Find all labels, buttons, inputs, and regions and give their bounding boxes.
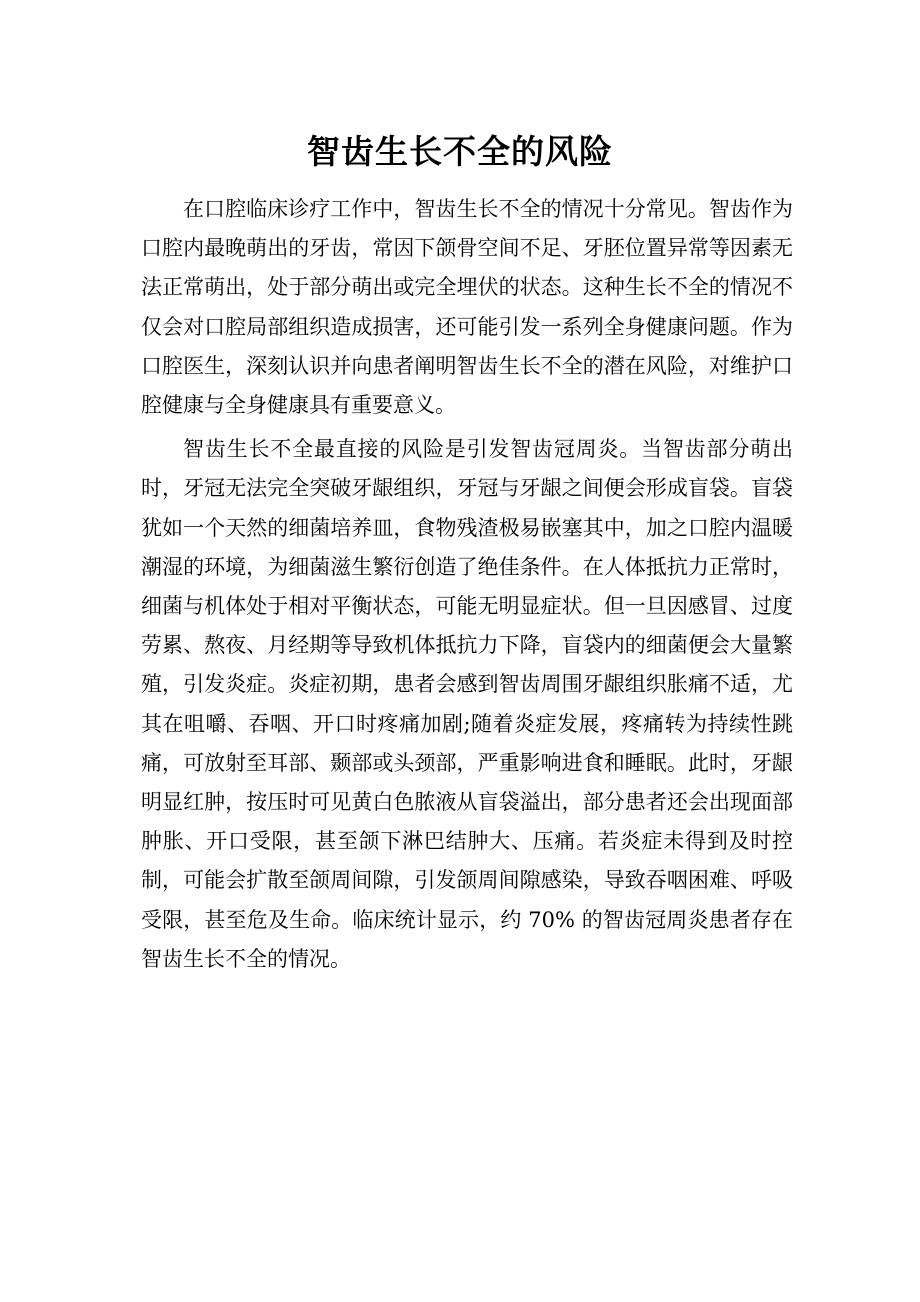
document-title: 智齿生长不全的风险 <box>307 132 613 171</box>
paragraph-intro: 在口腔临床诊疗工作中，智齿生长不全的情况十分常见。智齿作为口腔内最晚萌出的牙齿，常因下颌骨空间不足、牙胚位置异常等因素无法正常萌出，处于部分萌出或完全埋伏的状态。这种生长不全的情况不仅会对口腔局部组织造成损害，还可能引发一系列全身健康问题。作为口腔医生，深刻认识并向患者阐明智齿生长不全的潜在风险，对维护口腔健康与全身健康具有重要意义。 <box>141 197 793 418</box>
document-body <box>141 190 793 979</box>
paragraph-pericoronitis: 智齿生长不全最直接的风险是引发智齿冠周炎。当智齿部分萌出时，牙冠无法完全突破牙龈组织，牙冠与牙龈之间便会形成盲袋。盲袋犹如一个天然的细菌培养皿，食物残渣极易嵌塞其中，加之口腔内温暖潮湿的环境，为细菌滋生繁衍创造了绝佳条件。在人体抵抗力正常时，细菌与机体处于相对平衡状态，可能无明显症状。但一旦因感冒、过度劳累、熬夜、月经期等导致机体抵抗力下降，盲袋内的细菌便会大量繁殖，引发炎症。炎症初期，患者会感到智齿周围牙龈组织胀痛不适，尤其在咀嚼、吞咽、开口时疼痛加剧;随着炎症发展，疼痛转为持续性跳痛，可放射至耳部、颞部或头颈部，严重影响进食和睡眠。此时，牙龈明显红肿，按压时可见黄白色脓液从盲袋溢出，部分患者还会出现面部肿胀、开口受限，甚至颌下淋巴结肿大、压痛。若炎症未得到及时控制，可能会扩散至颌周间隙，引发颌周间隙感染，导致吞咽困难、呼吸受限，甚至危及生命。临床统计显示，约 70% 的智齿冠周炎患者存在智齿生长不全的情况。 <box>141 437 793 971</box>
